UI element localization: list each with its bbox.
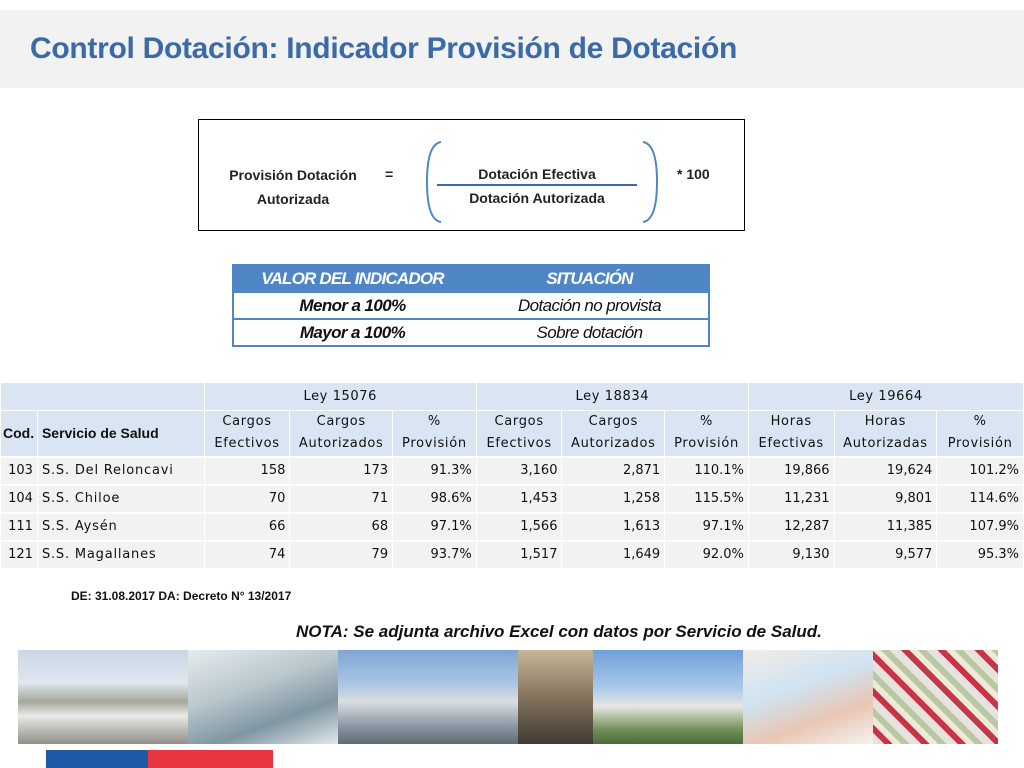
cell-cod: 121 [1, 541, 38, 569]
cell-value: 97.1% [393, 513, 477, 541]
sub-header-l1: Cargos [222, 414, 272, 430]
cell-value: 79 [290, 541, 393, 569]
sub-header-l2: Provisión [947, 436, 1013, 452]
cell-value: 91.3% [393, 457, 477, 485]
cell-value: 70 [204, 485, 290, 513]
cell-value: 115.5% [665, 485, 749, 513]
sub-header-l1: % [427, 414, 441, 430]
cell-value: 1,258 [562, 485, 665, 513]
table-row [1, 513, 1024, 541]
elderly-couple-photo [518, 650, 593, 744]
cell-value: 1,649 [562, 541, 665, 569]
cell-value: 110.1% [665, 457, 749, 485]
cell-value: 9,801 [834, 485, 937, 513]
cell-value: 97.1% [665, 513, 749, 541]
cell-value: 95.3% [937, 541, 1024, 569]
indicator-valor: Mayor a 100% [233, 319, 471, 346]
col-header-servicio: Servicio de Salud [37, 411, 204, 457]
sub-header-l1: % [700, 414, 714, 430]
cell-value: 114.6% [937, 485, 1024, 513]
table-row [1, 541, 1024, 569]
cell-cod: 111 [1, 513, 38, 541]
indicator-row [233, 319, 709, 346]
data-table [0, 382, 1024, 569]
cell-value: 158 [204, 457, 290, 485]
sub-header-l1: Cargos [494, 414, 544, 430]
header-blank [1, 383, 205, 411]
rural-hospital-photo [593, 650, 743, 744]
cell-value: 2,871 [562, 457, 665, 485]
sub-header-l2: Autorizados [571, 436, 656, 452]
table-row [1, 485, 1024, 513]
group-header-ley-15076: Ley 15076 [204, 383, 476, 411]
sub-header [937, 411, 1024, 457]
sub-header [476, 411, 562, 457]
formula-left [213, 163, 373, 211]
group-header-ley-18834: Ley 18834 [476, 383, 748, 411]
indicator-header-row [233, 265, 709, 292]
cell-value: 93.7% [393, 541, 477, 569]
cell-value: 1,517 [476, 541, 562, 569]
sub-header-l2: Efectivos [214, 436, 280, 452]
indicator-table [232, 264, 710, 347]
sub-header-row [1, 411, 1024, 457]
cell-cod: 104 [1, 485, 38, 513]
cell-cod: 103 [1, 457, 38, 485]
formula-fraction-line [437, 184, 637, 186]
cell-value: 173 [290, 457, 393, 485]
footer-red-bar [148, 750, 273, 768]
sub-header-l1: Horas [864, 414, 907, 430]
sub-header-l1: Cargos [316, 414, 366, 430]
nurse-baby-photo [743, 650, 873, 744]
formula-equals: = [385, 166, 394, 182]
formula-numerator: Dotación Efectiva [478, 166, 596, 182]
cell-value: 68 [290, 513, 393, 541]
cell-value: 107.9% [937, 513, 1024, 541]
hospital-building-photo [18, 650, 188, 744]
cell-servicio: S.S. Chiloe [37, 485, 204, 513]
sub-header-l1: Cargos [588, 414, 638, 430]
group-header-row [1, 383, 1024, 411]
sub-header [393, 411, 477, 457]
cell-value: 1,453 [476, 485, 562, 513]
cell-servicio: S.S. Del Reloncavi [37, 457, 204, 485]
indicator-situacion: Sobre dotación [471, 319, 709, 346]
cell-value: 74 [204, 541, 290, 569]
hospital-ward-photo [188, 650, 338, 744]
sub-header [562, 411, 665, 457]
medicines-photo [873, 650, 998, 744]
formula-box [198, 119, 745, 231]
decree-line: DE: 31.08.2017 DA: Decreto N° 13/2017 [71, 589, 292, 603]
sub-header-l2: Autorizados [298, 436, 384, 452]
cell-value: 98.6% [393, 485, 477, 513]
title-bar [0, 10, 1024, 88]
cell-value: 1,613 [562, 513, 665, 541]
cell-value: 66 [204, 513, 290, 541]
cell-value: 92.0% [665, 541, 749, 569]
cell-value: 11,231 [748, 485, 834, 513]
photo-strip [18, 650, 998, 744]
sub-header [748, 411, 834, 457]
formula-denominator: Dotación Autorizada [469, 190, 605, 206]
indicator-header-situacion: SITUACIÓN [471, 265, 709, 292]
sub-header-l2: Efectivos [486, 436, 552, 452]
cell-value: 12,287 [748, 513, 834, 541]
sub-header [204, 411, 290, 457]
group-header-ley-19664: Ley 19664 [748, 383, 1023, 411]
sub-header-l1: Horas [770, 414, 812, 430]
indicator-header-valor: VALOR DEL INDICADOR [233, 265, 471, 292]
table-row [1, 457, 1024, 485]
sub-header-l2: Autorizadas [843, 436, 928, 452]
page-title: Control Dotación: Indicador Provisión de Dotación [30, 32, 737, 65]
sub-header-l1: % [973, 414, 987, 430]
indicator-valor: Menor a 100% [233, 292, 471, 319]
sub-header [290, 411, 393, 457]
footer-blue-bar [46, 750, 148, 768]
formula-left-line1: Provisión Dotación [229, 167, 357, 183]
sub-header-l2: Provisión [674, 436, 739, 452]
col-header-cod: Cod. [1, 411, 38, 457]
cell-value: 3,160 [476, 457, 562, 485]
cell-value: 19,866 [748, 457, 834, 485]
cell-servicio: S.S. Magallanes [37, 541, 204, 569]
sub-header-l2: Provisión [402, 436, 467, 452]
nota-text: NOTA: Se adjunta archivo Excel con datos por Servicio de Salud. [296, 622, 822, 641]
cell-value: 19,624 [834, 457, 937, 485]
indicator-situacion: Dotación no provista [471, 292, 709, 319]
sub-header-l2: Efectivas [758, 436, 824, 452]
cell-value: 1,566 [476, 513, 562, 541]
cell-value: 101.2% [937, 457, 1024, 485]
indicator-row [233, 292, 709, 319]
cell-value: 71 [290, 485, 393, 513]
sub-header [834, 411, 937, 457]
modern-building-photo [338, 650, 518, 744]
formula-left-line2: Autorizada [256, 191, 330, 207]
cell-servicio: S.S. Aysén [37, 513, 204, 541]
cell-value: 9,130 [748, 541, 834, 569]
sub-header [665, 411, 749, 457]
cell-value: 9,577 [834, 541, 937, 569]
formula-multiplier: * 100 [677, 166, 710, 182]
cell-value: 11,385 [834, 513, 937, 541]
